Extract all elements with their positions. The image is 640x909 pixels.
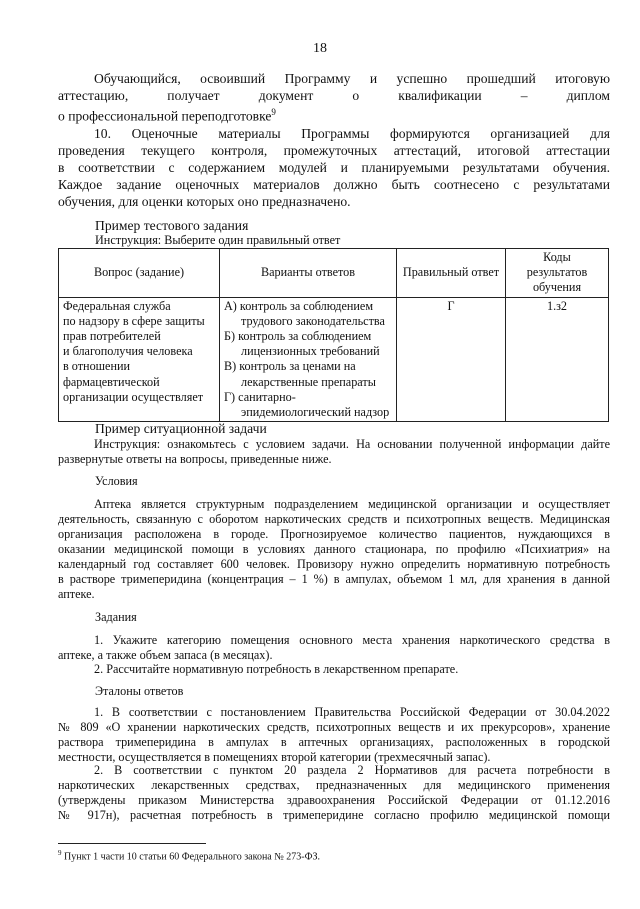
table-header-row — [59, 249, 609, 298]
text-line: организация расположена в городе. Прогнозируемое количество пациентов, нуждающихся в — [58, 527, 610, 541]
task-1 — [58, 633, 610, 663]
text-line: 2. В соответствии с пунктом 20 раздела 2 Нормативов для расчета потребности в — [94, 763, 610, 777]
header-codes-line: результатов — [526, 265, 588, 280]
footnote-text: Пункт 1 части 10 статьи 60 Федерального закона № 273-ФЗ. — [61, 851, 321, 863]
conditions-text — [58, 497, 610, 602]
text-line: 1. В соответствии с постановлением Правительства Российской Федерации от 30.04.2022 — [94, 705, 610, 719]
text-line: аптеке. — [58, 587, 95, 601]
option-line: лекарственные препараты — [241, 374, 376, 389]
header-codes — [506, 249, 609, 298]
text-line: календарный год составляет 600 человек. Провизору нужно определить нормативную потребность — [58, 557, 610, 571]
tasks-heading: Задания — [95, 610, 137, 624]
text-line: проведения текущего контроля, промежуточных аттестаций, итоговой аттестации — [58, 143, 610, 158]
test-question-table — [58, 248, 609, 422]
text-line: деятельность, связанную с оборотом наркотических средств и психотропных веществ. Медицинская — [58, 512, 610, 526]
answer-2 — [58, 763, 610, 823]
text-line: (утверждены приказом Министерства здравоохранения Российской Федерации от 01.12.2016 — [58, 793, 610, 807]
text-line: Каждое задание оценочных материалов должно быть соотнесено с результатами — [58, 177, 610, 192]
situation-instruction — [58, 437, 610, 467]
text-line: развернутые ответы на вопросы, приведенные ниже. — [58, 452, 332, 466]
text-line: раствора тримеперидина в ампулах в аптечных организациях, расположенных в городской — [58, 735, 610, 749]
text-line: аттестацию, получает документ о квалификации – диплом — [58, 88, 610, 103]
paragraph-assessment — [58, 125, 610, 210]
header-correct-answer: Правильный ответ — [397, 249, 506, 298]
footnote-divider — [58, 843, 206, 844]
answer-1 — [58, 705, 610, 765]
text-line: № 917н), расчетная потребность в тримеперидине согласно профилю медицинской помощи — [58, 808, 610, 822]
option-line: эпидемиологический надзор — [241, 405, 390, 420]
header-question: Вопрос (задание) — [59, 249, 220, 298]
test-instruction: Инструкция: Выберите один правильный ответ — [95, 233, 341, 247]
question-line: и благополучия человека — [63, 344, 193, 359]
option-line: Г) санитарно- — [224, 389, 296, 404]
question-line: организации осуществляет — [63, 389, 204, 404]
text-line: в растворе тримеперидина (концентрация – 1 %) в ампулах, объемом 1 мл, для хранения в данной — [58, 572, 610, 586]
question-cell — [59, 297, 220, 422]
option-line: В) контроль за ценами на — [224, 359, 356, 374]
conditions-heading: Условия — [95, 474, 138, 488]
header-codes-line: обучения — [532, 280, 582, 295]
situation-heading: Пример ситуационной задачи — [95, 421, 267, 436]
text-line: № 809 «О хранении наркотических средств, психотропных веществ и их прекурсоров», хранение — [58, 720, 610, 734]
footnote-ref: 9 — [271, 107, 276, 117]
question-line: в отношении — [63, 359, 131, 374]
footnote-marker: 9 — [58, 849, 62, 857]
text-line: Обучающийся, освоивший Программу и успешно прошедший итоговую — [94, 71, 610, 86]
options-cell — [220, 297, 397, 422]
text-line: наркотических лекарственных средствах, предназначенных для медицинского применения — [58, 778, 610, 792]
header-options: Варианты ответов — [220, 249, 397, 298]
question-line: прав потребителей — [63, 329, 161, 344]
paragraph-diploma — [58, 70, 610, 125]
answers-heading: Эталоны ответов — [95, 684, 184, 698]
text-line: местности, осуществляется в помещениях второй категории (трехмесячный запас). — [58, 750, 491, 764]
option-line: трудового законодательства — [241, 313, 385, 328]
text-line: обучения, для оценки которых оно предназначено. — [58, 194, 351, 209]
text-line: оказании медицинской помощи в условиях данного стационара, по профилю «Психиатрия» на — [58, 542, 610, 556]
option-line: лицензионных требований — [241, 344, 380, 359]
text-line: Инструкция: ознакомьтесь с условием задачи. На основании полученной информации дайте — [94, 437, 610, 451]
text-line: в соответствии с содержанием модулей и планируемыми результатами обучения. — [58, 160, 610, 175]
option-line: А) контроль за соблюдением — [224, 298, 374, 313]
table-row — [59, 297, 609, 422]
page-number: 18 — [313, 41, 327, 56]
task-2: 2. Рассчитайте нормативную потребность в лекарственном препарате. — [94, 662, 459, 676]
text-line: о профессиональной переподготовке$^9$ — [58, 107, 276, 124]
correct-answer-cell: Г — [397, 297, 506, 422]
question-line: по надзору в сфере защиты — [63, 313, 205, 328]
option-line: Б) контроль за соблюдением — [224, 329, 372, 344]
text-line: аптеке, а также объем запаса (в месяцах). — [58, 648, 273, 662]
text-line: Аптека является структурным подразделением медицинской организации и осуществляет — [94, 497, 610, 511]
test-example-heading: Пример тестового задания — [95, 218, 249, 233]
code-cell: 1.з2 — [506, 297, 609, 422]
header-codes-line: Коды — [543, 250, 571, 264]
text-line: 10. Оценочные материалы Программы формируются организацией для — [94, 126, 610, 141]
text-line: 1. Укажите категорию помещения основного места хранения наркотического средства в — [94, 633, 610, 647]
question-line: фармацевтической — [63, 374, 160, 389]
footnote — [58, 847, 320, 863]
question-line: Федеральная служба — [63, 298, 171, 313]
